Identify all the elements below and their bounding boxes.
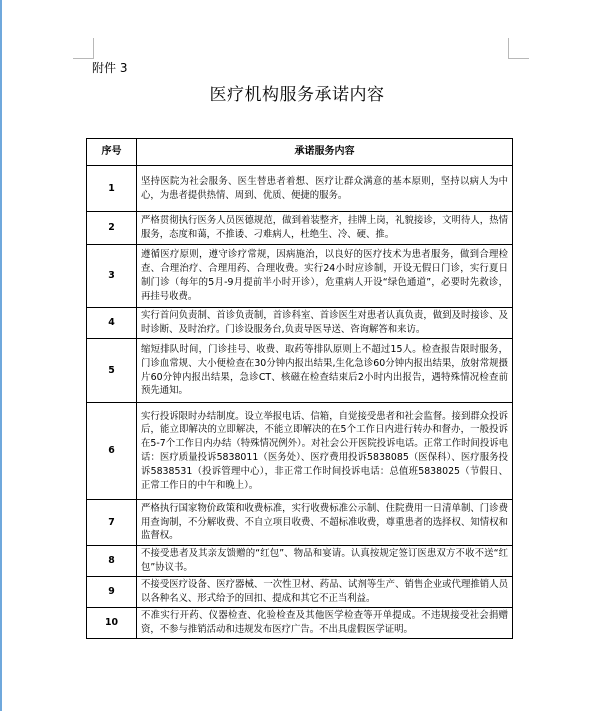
table-row	[87, 245, 513, 308]
row-number: 7	[87, 500, 137, 546]
page-title: 医疗机构服务承诺内容	[209, 85, 385, 105]
row-number: 9	[87, 577, 137, 608]
table-row	[87, 577, 513, 608]
service-promise-table	[86, 138, 513, 639]
page-edge	[0, 0, 2, 711]
header-content: 承诺服务内容	[137, 139, 513, 166]
row-content: 实行投诉限时办结制度。设立举报电话、信箱，自觉接受患者和社会监督。接到群众投诉后，能立即解决的立即解决，不能立即解决的在5个工作日内进行转办和督办，一般投诉在5-7个工作日内办结（特殊情况例外）。对社会公开医院投诉电话。正常工作时间投诉电话：医疗质量投诉5838011（医务处）、医疗费用投诉5838085（医保科）、医疗服务投诉5838531（投诉管理中心），非正常工作时间投诉电话：总值班5838025（节假日、正常工作日的中午和晚上）。	[137, 403, 513, 500]
row-number: 8	[87, 546, 137, 577]
row-number: 3	[87, 245, 137, 308]
table-row	[87, 546, 513, 577]
table-row	[87, 403, 513, 500]
table-row	[87, 608, 513, 639]
row-number: 10	[87, 608, 137, 639]
table-row	[87, 212, 513, 245]
row-content: 不准实行开药、仪器检查、化验检查及其他医学检查等开单提成。不违规接受社会捐赠资，不参与推销活动和违规发布医疗广告。不出具虚假医学证明。	[137, 608, 513, 639]
row-number: 5	[87, 339, 137, 403]
row-number: 2	[87, 212, 137, 245]
row-content: 不接受患者及其亲友馈赠的“红包”、物品和宴请。认真按规定签订医患双方不收不送“红包”协议书。	[137, 546, 513, 577]
table-header-row	[87, 139, 513, 166]
row-content: 遵循医疗原则，遵守诊疗常规，因病施治，以良好的医疗技术为患者服务，做到合理检查、合理治疗、合理用药、合理收费。实行24小时应诊制，开设无假日门诊，实行夏日制门诊（每年的5月-9月提前半小时开诊），危重病人开设“绿色通道”，必要时先救诊，再挂号收费。	[137, 245, 513, 308]
row-number: 6	[87, 403, 137, 500]
row-number: 4	[87, 308, 137, 339]
table-row	[87, 339, 513, 403]
table-row	[87, 500, 513, 546]
header-index: 序号	[87, 139, 137, 166]
table-row	[87, 308, 513, 339]
attachment-label: 附件 3	[92, 61, 128, 75]
row-content: 实行首问负责制、首诊负责制，首诊科室、首诊医生对患者认真负责，做到及时接诊、及时诊断、及时治疗。门诊设服务台,负责导医导送、咨询解答和来访。	[137, 308, 513, 339]
row-content: 缩短排队时间，门诊挂号、收费、取药等排队原则上不超过15人。检查报告限时服务，门诊血常规、大小便检查在30分钟内报出结果,生化急诊60分钟内报出结果，放射常规摄片60分钟内报出结果，急诊CT、核磁在检查结束后2小时内出报告，遇特殊情况检查前预先通知。	[137, 339, 513, 403]
row-content: 严格执行国家物价政策和收费标准，实行收费标准公示制、住院费用一日清单制、门诊费用查询制，不分解收费、不自立项目收费、不超标准收费，尊重患者的选择权、知情权和监督权。	[137, 500, 513, 546]
crop-mark-top-left	[73, 38, 94, 59]
crop-mark-top-right	[508, 38, 529, 59]
row-content: 不接受医疗设备、医疗器械、一次性卫材、药品、试剂等生产、销售企业或代理推销人员以各种名义、形式给予的回扣、提成和其它不正当利益。	[137, 577, 513, 608]
table-row	[87, 166, 513, 212]
row-number: 1	[87, 166, 137, 212]
row-content: 坚持医院为社会服务、医生替患者着想、医疗让群众满意的基本原则，坚持以病人为中心，为患者提供热情、周到、优质、便捷的服务。	[137, 166, 513, 212]
row-content: 严格贯彻执行医务人员医德规范，做到着装整齐，挂牌上岗，礼貌接诊，文明待人，热情服务，态度和蔼，不推诿、刁难病人，杜绝生、冷、硬、推。	[137, 212, 513, 245]
